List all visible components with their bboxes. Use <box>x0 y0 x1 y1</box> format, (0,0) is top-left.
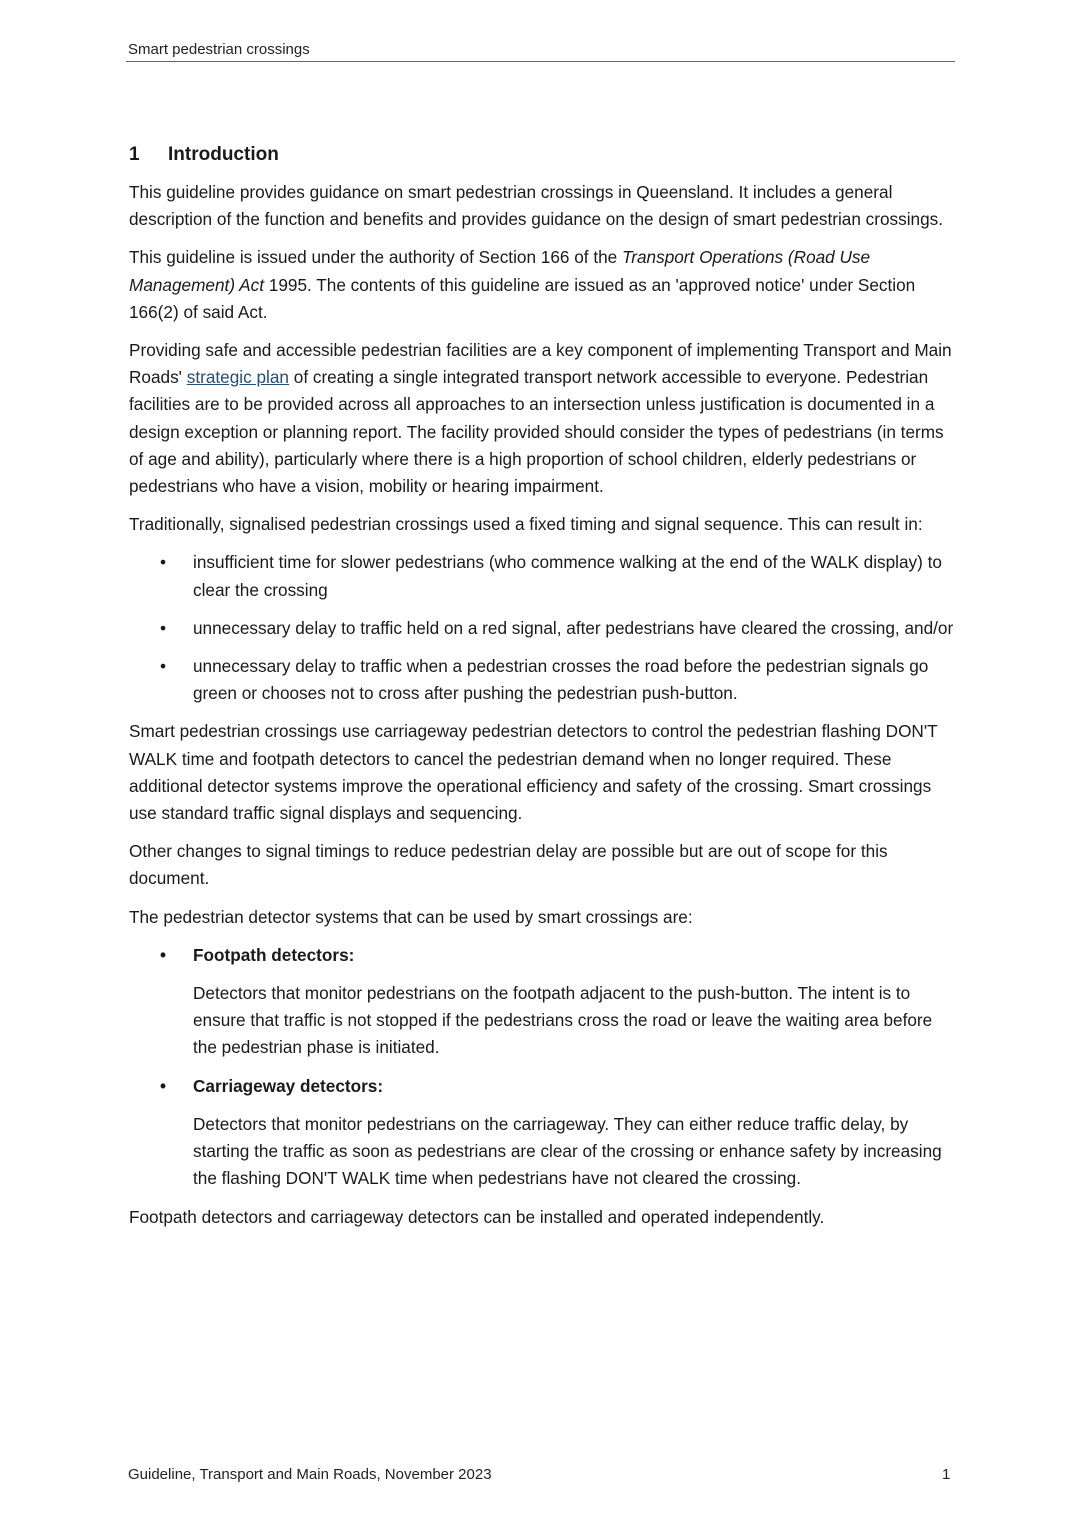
detector-list <box>129 1073 959 1100</box>
detector-description: Detectors that monitor pedestrians on the footpath adjacent to the push-button. The intent is to ensure that traffic is not stopped if the pedestrians cross the road or leave the waiting area before the pedestrian phase is initiated. <box>193 983 933 1058</box>
detector-title: Carriageway detectors: <box>193 1075 384 1096</box>
list-item <box>129 549 959 603</box>
list-item <box>129 615 959 642</box>
result-list <box>129 549 959 707</box>
detector-list <box>129 942 959 969</box>
paragraph-independent: Footpath detectors and carriageway detectors can be installed and operated independently. <box>129 1206 825 1227</box>
paragraph-smart-crossings: Smart pedestrian crossings use carriageway pedestrian detectors to control the pedestrian flashing DON'T WALK time and footpath detectors to cancel the pedestrian demand when no longer required. These additional detector systems improve the operational efficiency and safety of the crossing. Smart crossings use standard traffic signal displays and sequencing. <box>129 721 938 824</box>
paragraph-out-of-scope: Other changes to signal timings to reduce pedestrian delay are possible but are out of scope for this document. <box>129 841 888 889</box>
list-item <box>129 653 959 707</box>
document-body <box>129 141 959 1242</box>
text-run: Providing safe and accessible pedestrian facilities are a key component of implementing Transport and Main Roads' <box>129 340 952 388</box>
detector-description: Detectors that monitor pedestrians on the carriageway. They can either reduce traffic delay, by starting the traffic as soon as pedestrians are clear of the crossing or enhance safety by increasing the flashing DON'T WALK time when pedestrians have not cleared the crossing. <box>193 1113 942 1189</box>
page-footer: Guideline, Transport and Main Roads, November 2023 <box>128 1466 492 1483</box>
paragraph-facilities <box>129 337 959 500</box>
bullet-icon: • <box>160 1075 167 1096</box>
act-title: Transport Operations (Road Use Management) Act <box>129 247 871 295</box>
strategic-plan-link[interactable]: strategic plan <box>186 367 289 388</box>
section-number: 1 <box>129 144 140 165</box>
section-heading <box>129 141 959 168</box>
header-divider <box>126 61 955 62</box>
text-run: 1995. The contents of this guideline are issued as an 'approved notice' under Section 166(2) of said Act. <box>129 274 916 322</box>
list-item-text: unnecessary delay to traffic held on a red signal, after pedestrians have cleared the crossing, and/or <box>193 617 954 638</box>
list-item <box>129 1073 959 1100</box>
paragraph-traditional: Traditionally, signalised pedestrian crossings used a fixed timing and signal sequence. This can result in: <box>129 514 923 535</box>
bullet-icon: • <box>160 617 167 638</box>
text-run: This guideline is issued under the authority of Section 166 of the <box>129 247 623 268</box>
paragraph-intro: This guideline provides guidance on smart pedestrian crossings in Queensland. It includes a general description of the function and benefits and provides guidance on the design of smart pedestrian crossings. <box>129 182 944 230</box>
text-run: of creating a single integrated transport network accessible to everyone. Pedestrian facilities are to be provided across all approaches to an intersection unless justification is documented in a design exception or planning report. The facility provided should consider the types of pedestrians (in terms of age and ability), particularly where there is a high proportion of school children, elderly pedestrians or pedestrians who have a vision, mobility or hearing impairment. <box>129 367 944 497</box>
list-item <box>129 942 959 969</box>
bullet-icon: • <box>160 552 167 573</box>
list-item-text: unnecessary delay to traffic when a pedestrian crosses the road before the pedestrian signals go green or chooses not to cross after pushing the pedestrian push-button. <box>193 656 929 704</box>
page-number: 1 <box>942 1466 951 1483</box>
detector-title: Footpath detectors: <box>193 944 355 965</box>
bullet-icon: • <box>160 944 167 965</box>
section-title: Introduction <box>168 144 279 165</box>
list-item-text: insufficient time for slower pedestrians (who commence walking at the end of the WALK display) to clear the crossing <box>193 552 942 600</box>
running-header: Smart pedestrian crossings <box>128 41 310 58</box>
paragraph-authority <box>129 244 959 326</box>
bullet-icon: • <box>160 656 167 677</box>
paragraph-detector-intro: The pedestrian detector systems that can be used by smart crossings are: <box>129 906 693 927</box>
